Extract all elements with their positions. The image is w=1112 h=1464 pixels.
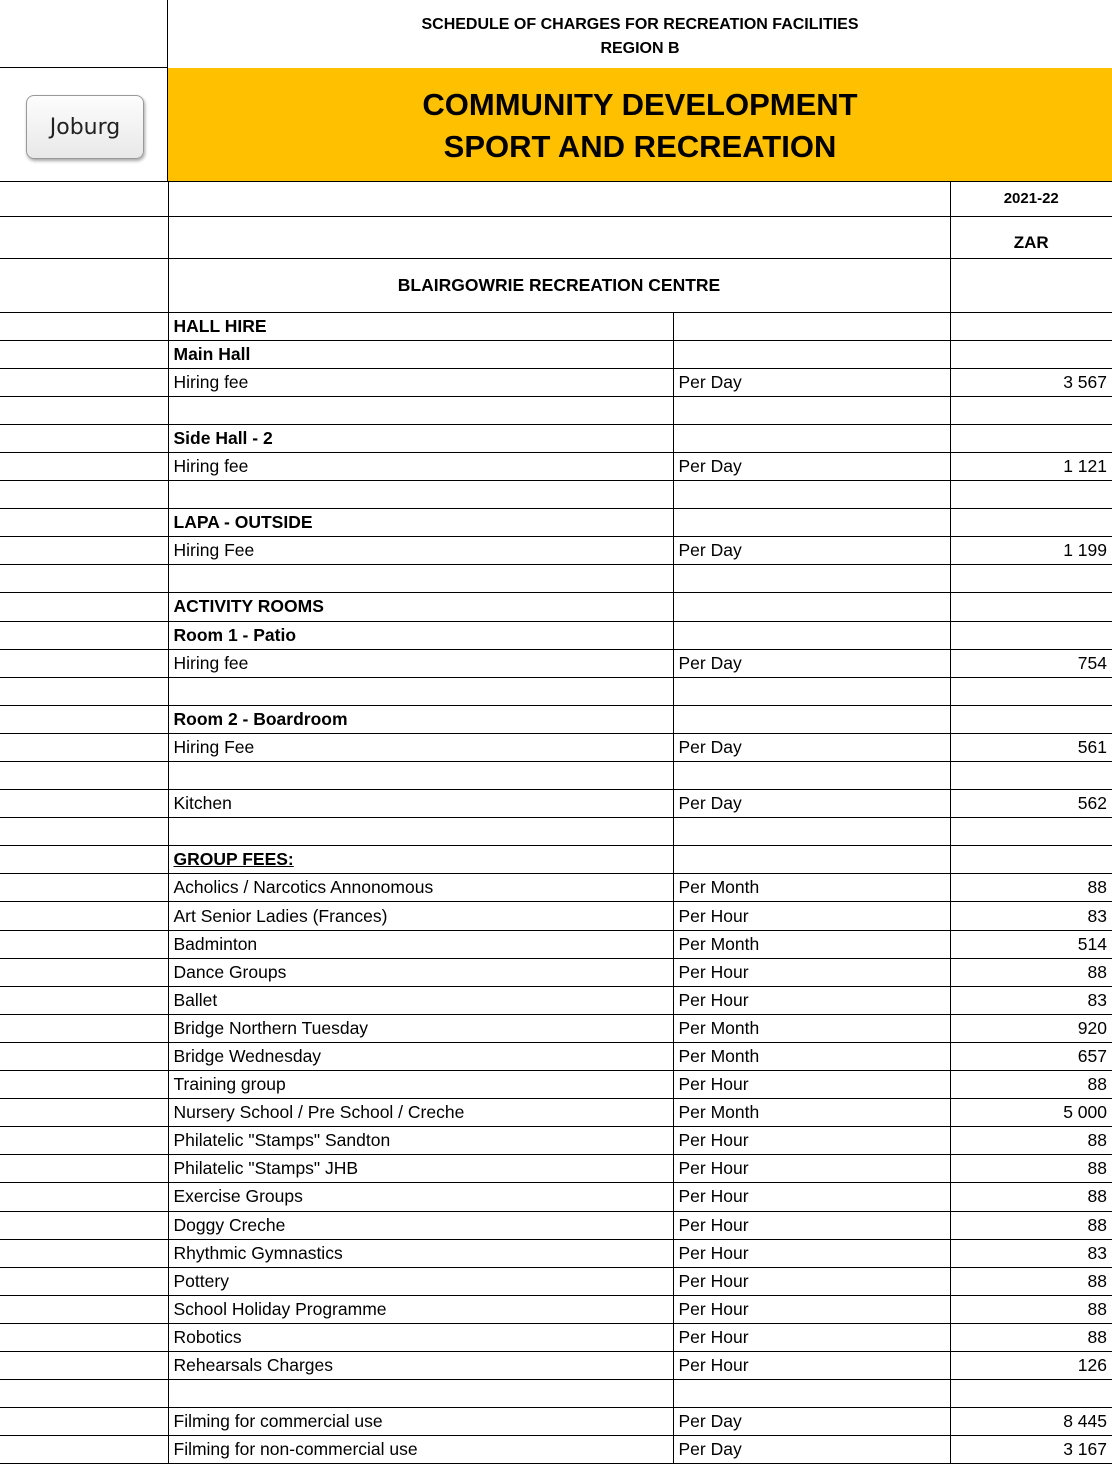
- unit-cell: Per Day: [673, 790, 950, 818]
- price-cell: 88: [950, 874, 1112, 902]
- price-cell: [950, 424, 1112, 452]
- unit-cell: Per Hour: [673, 1071, 950, 1099]
- table-row: [0, 958, 1112, 986]
- price-cell: 88: [950, 1183, 1112, 1211]
- unit-cell: Per Hour: [673, 1183, 950, 1211]
- item-cell: Rhythmic Gymnastics: [168, 1239, 673, 1267]
- item-cell: Kitchen: [168, 790, 673, 818]
- unit-cell: Per Day: [673, 733, 950, 761]
- item-cell: Doggy Creche: [168, 1211, 673, 1239]
- row-margin-cell: [0, 902, 168, 930]
- charges-table: [0, 182, 1112, 1464]
- item-cell: [168, 762, 673, 790]
- table-row: [0, 874, 1112, 902]
- table-row: [0, 1042, 1112, 1070]
- unit-cell: Per Hour: [673, 986, 950, 1014]
- table-row: [0, 593, 1112, 621]
- row-margin-cell: [0, 1267, 168, 1295]
- price-cell: 83: [950, 986, 1112, 1014]
- unit-cell: Per Hour: [673, 958, 950, 986]
- joburg-logo: [26, 95, 144, 159]
- unit-cell: Per Hour: [673, 1239, 950, 1267]
- price-cell: 83: [950, 902, 1112, 930]
- schedule-title: SCHEDULE OF CHARGES FOR RECREATION FACILITIES: [421, 16, 859, 33]
- unit-cell: Per Month: [673, 1099, 950, 1127]
- row-margin-cell: [0, 1380, 168, 1408]
- row-margin-cell: [0, 1239, 168, 1267]
- price-cell: [950, 312, 1112, 340]
- price-cell: 514: [950, 930, 1112, 958]
- row-margin-cell: [0, 986, 168, 1014]
- item-cell: Acholics / Narcotics Annonomous: [168, 874, 673, 902]
- item-cell: Training group: [168, 1071, 673, 1099]
- price-cell: 3 167: [950, 1436, 1112, 1464]
- unit-cell: Per Hour: [673, 1351, 950, 1379]
- price-cell: 88: [950, 1267, 1112, 1295]
- unit-cell: Per Hour: [673, 1295, 950, 1323]
- row-margin-cell: [0, 424, 168, 452]
- row-margin-cell: [0, 930, 168, 958]
- unit-cell: [673, 621, 950, 649]
- table-row: [0, 1408, 1112, 1436]
- price-cell: 88: [950, 1211, 1112, 1239]
- item-cell: Room 2 - Boardroom: [168, 705, 673, 733]
- table-row: [0, 986, 1112, 1014]
- table-row: [0, 1295, 1112, 1323]
- price-cell: 5 000: [950, 1099, 1112, 1127]
- item-cell: Hiring fee: [168, 452, 673, 480]
- table-row: [0, 1267, 1112, 1295]
- unit-cell: Per Hour: [673, 1267, 950, 1295]
- row-margin-cell: [0, 396, 168, 424]
- unit-cell: Per Hour: [673, 1127, 950, 1155]
- currency-row: [0, 216, 1112, 258]
- logo-text: Joburg: [49, 114, 121, 140]
- table-row: [0, 1014, 1112, 1042]
- price-cell: [950, 846, 1112, 874]
- item-cell: Hiring Fee: [168, 733, 673, 761]
- row-margin-cell: [0, 818, 168, 846]
- price-cell: 88: [950, 1127, 1112, 1155]
- item-cell: Hiring Fee: [168, 537, 673, 565]
- table-row: [0, 340, 1112, 368]
- table-row: [0, 537, 1112, 565]
- blank-row: [0, 481, 1112, 509]
- item-cell: Pottery: [168, 1267, 673, 1295]
- unit-cell: Per Day: [673, 452, 950, 480]
- table-row: [0, 649, 1112, 677]
- table-row: [0, 1351, 1112, 1379]
- banner-line-2: SPORT AND RECREATION: [443, 129, 837, 164]
- item-cell: Hiring fee: [168, 368, 673, 396]
- price-cell: 126: [950, 1351, 1112, 1379]
- blank-row: [0, 396, 1112, 424]
- department-banner: [168, 68, 1112, 182]
- table-row: [0, 509, 1112, 537]
- item-cell: HALL HIRE: [168, 312, 673, 340]
- item-cell: GROUP FEES:: [168, 846, 673, 874]
- row-margin-cell: [0, 1042, 168, 1070]
- item-cell: School Holiday Programme: [168, 1295, 673, 1323]
- row-margin-cell: [0, 846, 168, 874]
- price-cell: [950, 818, 1112, 846]
- item-cell: Badminton: [168, 930, 673, 958]
- table-row: [0, 902, 1112, 930]
- unit-cell: [673, 593, 950, 621]
- unit-cell: Per Month: [673, 930, 950, 958]
- item-cell: Ballet: [168, 986, 673, 1014]
- table-row: [0, 1183, 1112, 1211]
- item-cell: [168, 396, 673, 424]
- row-margin-cell: [0, 1323, 168, 1351]
- item-cell: [168, 565, 673, 593]
- price-cell: 754: [950, 649, 1112, 677]
- unit-cell: [673, 818, 950, 846]
- year-header: 2021-22: [950, 182, 1112, 216]
- item-cell: Philatelic "Stamps" JHB: [168, 1155, 673, 1183]
- price-cell: 561: [950, 733, 1112, 761]
- unit-cell: Per Hour: [673, 1155, 950, 1183]
- item-cell: Philatelic "Stamps" Sandton: [168, 1127, 673, 1155]
- table-row: [0, 452, 1112, 480]
- unit-cell: [673, 340, 950, 368]
- banner-line-1: COMMUNITY DEVELOPMENT: [422, 87, 858, 122]
- unit-cell: [673, 762, 950, 790]
- price-cell: [950, 1380, 1112, 1408]
- table-row: [0, 930, 1112, 958]
- item-cell: Filming for commercial use: [168, 1408, 673, 1436]
- row-margin-cell: [0, 1408, 168, 1436]
- row-margin-cell: [0, 1127, 168, 1155]
- table-row: [0, 424, 1112, 452]
- item-cell: Side Hall - 2: [168, 424, 673, 452]
- item-cell: Exercise Groups: [168, 1183, 673, 1211]
- price-cell: 83: [950, 1239, 1112, 1267]
- row-margin-cell: [0, 481, 168, 509]
- item-cell: Art Senior Ladies (Frances): [168, 902, 673, 930]
- unit-cell: [673, 565, 950, 593]
- price-cell: 88: [950, 1323, 1112, 1351]
- unit-cell: [673, 481, 950, 509]
- item-cell: Robotics: [168, 1323, 673, 1351]
- table-row: [0, 1211, 1112, 1239]
- row-margin-cell: [0, 340, 168, 368]
- item-cell: Hiring fee: [168, 649, 673, 677]
- unit-cell: [673, 1380, 950, 1408]
- table-row: [0, 312, 1112, 340]
- unit-cell: Per Day: [673, 649, 950, 677]
- table-row: [0, 1323, 1112, 1351]
- unit-cell: Per Day: [673, 1436, 950, 1464]
- unit-cell: Per Day: [673, 368, 950, 396]
- row-margin-cell: [0, 874, 168, 902]
- blank-row: [0, 818, 1112, 846]
- row-margin-cell: [0, 1099, 168, 1127]
- table-row: [0, 1099, 1112, 1127]
- price-cell: [950, 705, 1112, 733]
- centre-name: BLAIRGOWRIE RECREATION CENTRE: [168, 258, 950, 312]
- item-cell: [168, 818, 673, 846]
- year-row: [0, 182, 1112, 216]
- item-cell: ACTIVITY ROOMS: [168, 593, 673, 621]
- unit-cell: Per Hour: [673, 902, 950, 930]
- price-cell: [950, 621, 1112, 649]
- unit-cell: Per Month: [673, 874, 950, 902]
- table-row: [0, 1239, 1112, 1267]
- unit-cell: Per Hour: [673, 1323, 950, 1351]
- blank-row: [0, 762, 1112, 790]
- row-margin-cell: [0, 790, 168, 818]
- charges-rows: [0, 312, 1112, 1464]
- table-row: [0, 1071, 1112, 1099]
- price-cell: 3 567: [950, 368, 1112, 396]
- row-margin-cell: [0, 565, 168, 593]
- unit-cell: [673, 509, 950, 537]
- item-cell: [168, 1380, 673, 1408]
- item-cell: Bridge Wednesday: [168, 1042, 673, 1070]
- row-margin-cell: [0, 452, 168, 480]
- item-cell: LAPA - OUTSIDE: [168, 509, 673, 537]
- table-row: [0, 790, 1112, 818]
- row-margin-cell: [0, 649, 168, 677]
- item-cell: Room 1 - Patio: [168, 621, 673, 649]
- unit-cell: [673, 677, 950, 705]
- price-cell: 8 445: [950, 1408, 1112, 1436]
- price-cell: 920: [950, 1014, 1112, 1042]
- header-area: [0, 0, 1112, 182]
- table-row: [0, 1127, 1112, 1155]
- row-margin-cell: [0, 1351, 168, 1379]
- table-row: [0, 621, 1112, 649]
- price-cell: [950, 340, 1112, 368]
- item-cell: Nursery School / Pre School / Creche: [168, 1099, 673, 1127]
- price-cell: 1 199: [950, 537, 1112, 565]
- blank-row: [0, 1380, 1112, 1408]
- price-cell: [950, 677, 1112, 705]
- unit-cell: [673, 424, 950, 452]
- blank-row: [0, 677, 1112, 705]
- row-margin-cell: [0, 368, 168, 396]
- row-margin-cell: [0, 1211, 168, 1239]
- unit-cell: Per Month: [673, 1014, 950, 1042]
- price-cell: 657: [950, 1042, 1112, 1070]
- price-cell: [950, 565, 1112, 593]
- row-margin-cell: [0, 593, 168, 621]
- row-margin-cell: [0, 312, 168, 340]
- unit-cell: Per Hour: [673, 1211, 950, 1239]
- row-margin-cell: [0, 733, 168, 761]
- price-cell: 88: [950, 1295, 1112, 1323]
- table-row: [0, 733, 1112, 761]
- row-margin-cell: [0, 958, 168, 986]
- unit-cell: [673, 312, 950, 340]
- table-row: [0, 1155, 1112, 1183]
- unit-cell: Per Month: [673, 1042, 950, 1070]
- unit-cell: Per Day: [673, 1408, 950, 1436]
- item-cell: Dance Groups: [168, 958, 673, 986]
- row-margin-cell: [0, 537, 168, 565]
- price-cell: 562: [950, 790, 1112, 818]
- price-cell: [950, 481, 1112, 509]
- top-left-cell: [0, 0, 168, 68]
- centre-row: [0, 258, 1112, 312]
- unit-cell: [673, 396, 950, 424]
- price-cell: [950, 509, 1112, 537]
- item-cell: Rehearsals Charges: [168, 1351, 673, 1379]
- item-cell: Bridge Northern Tuesday: [168, 1014, 673, 1042]
- price-cell: 88: [950, 1071, 1112, 1099]
- row-margin-cell: [0, 1295, 168, 1323]
- item-cell: Main Hall: [168, 340, 673, 368]
- price-cell: [950, 396, 1112, 424]
- price-cell: [950, 593, 1112, 621]
- unit-cell: [673, 846, 950, 874]
- row-margin-cell: [0, 677, 168, 705]
- item-cell: [168, 677, 673, 705]
- table-row: [0, 705, 1112, 733]
- price-cell: 88: [950, 1155, 1112, 1183]
- row-margin-cell: [0, 1436, 168, 1464]
- table-row: [0, 368, 1112, 396]
- row-margin-cell: [0, 762, 168, 790]
- table-row: [0, 1436, 1112, 1464]
- table-row: [0, 846, 1112, 874]
- row-margin-cell: [0, 1155, 168, 1183]
- unit-cell: Per Day: [673, 537, 950, 565]
- row-margin-cell: [0, 1071, 168, 1099]
- region-title: REGION B: [600, 40, 680, 57]
- unit-cell: [673, 705, 950, 733]
- row-margin-cell: [0, 1183, 168, 1211]
- price-cell: 1 121: [950, 452, 1112, 480]
- row-margin-cell: [0, 705, 168, 733]
- row-margin-cell: [0, 1014, 168, 1042]
- item-cell: [168, 481, 673, 509]
- price-cell: [950, 762, 1112, 790]
- price-cell: 88: [950, 958, 1112, 986]
- currency-header: ZAR: [950, 216, 1112, 258]
- row-margin-cell: [0, 509, 168, 537]
- item-cell: Filming for non-commercial use: [168, 1436, 673, 1464]
- blank-row: [0, 565, 1112, 593]
- row-margin-cell: [0, 621, 168, 649]
